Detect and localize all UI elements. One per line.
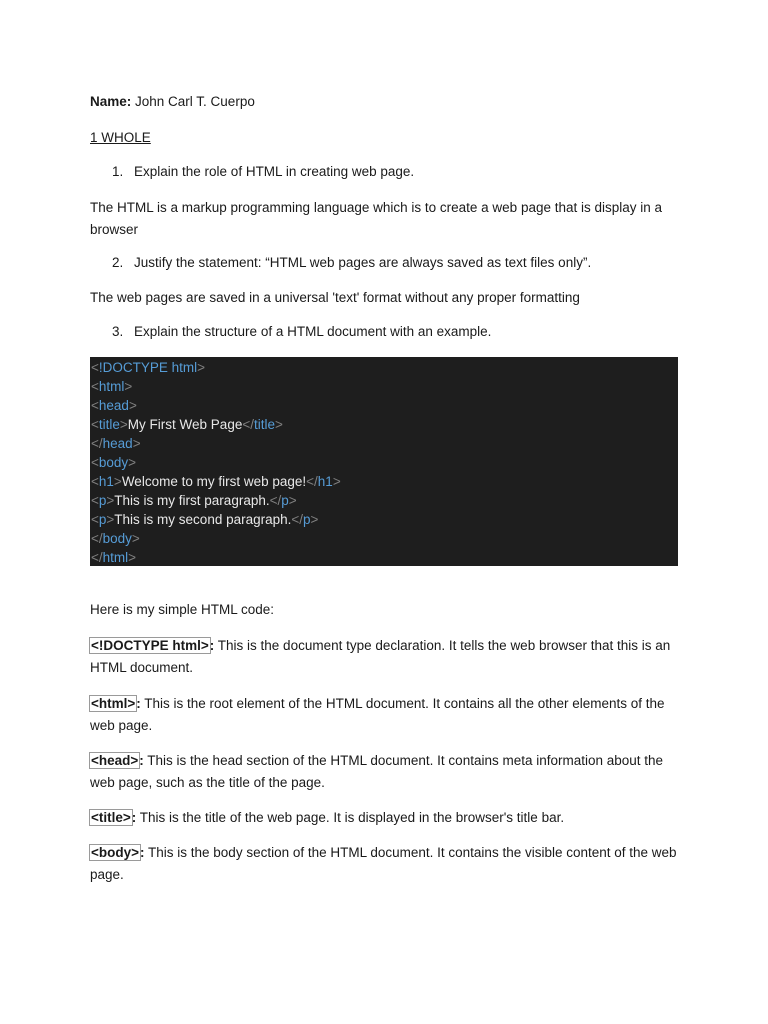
code-tag: html xyxy=(98,379,125,394)
code-line xyxy=(90,396,678,415)
code-bracket: </ xyxy=(269,493,282,508)
tag-colon: : xyxy=(139,753,144,768)
code-line xyxy=(90,548,678,567)
code-line xyxy=(90,434,678,453)
code-line xyxy=(90,472,678,491)
code-line xyxy=(90,415,678,434)
question-text: Justify the statement: “HTML web pages are always saved as text files only”. xyxy=(134,255,592,270)
code-bracket: < xyxy=(91,474,99,489)
question-number: 2. xyxy=(112,255,124,270)
tag-label: <!DOCTYPE html> xyxy=(91,638,209,653)
code-tag: title xyxy=(98,417,120,432)
code-bracket: > xyxy=(197,360,206,375)
code-bracket: > xyxy=(119,417,128,432)
explanation-title xyxy=(90,807,680,829)
explanation-doctype xyxy=(90,635,680,679)
code-tag: p xyxy=(98,493,107,508)
code-bracket: < xyxy=(91,360,99,375)
name-value: John Carl T. Cuerpo xyxy=(131,94,255,109)
tag-description: This is the title of the web page. It is displayed in the browser's title bar. xyxy=(136,810,565,825)
question-text: Explain the structure of a HTML document with an example. xyxy=(134,324,492,339)
code-bracket: </ xyxy=(91,436,103,451)
code-bracket: > xyxy=(128,398,137,413)
code-bracket: < xyxy=(91,417,99,432)
code-bracket: > xyxy=(113,474,122,489)
code-text: My First Web Page xyxy=(127,417,243,432)
code-bracket: </ xyxy=(91,550,103,565)
explanation-intro: Here is my simple HTML code: xyxy=(90,602,275,617)
code-bracket: </ xyxy=(242,417,254,432)
code-tag: h1 xyxy=(98,474,114,489)
answer-1: The HTML is a markup programming language which is to create a web page that is display in a browser xyxy=(90,200,663,237)
code-tag: p xyxy=(281,493,289,508)
tag-description: This is the head section of the HTML document. It contains meta information about the web page, such as the title of the page. xyxy=(90,753,664,790)
tag-colon: : xyxy=(209,638,215,653)
code-bracket: </ xyxy=(306,474,318,489)
code-tag: p xyxy=(98,512,107,527)
question-3 xyxy=(112,324,491,339)
code-bracket: < xyxy=(91,512,99,527)
code-tag: h1 xyxy=(317,474,333,489)
code-line xyxy=(90,453,678,472)
code-bracket: > xyxy=(106,493,115,508)
explanation-body xyxy=(90,842,680,886)
code-bracket: > xyxy=(288,493,297,508)
section-title xyxy=(90,130,151,145)
code-line xyxy=(90,529,678,548)
code-text: This is my first paragraph. xyxy=(114,493,270,508)
code-bracket: < xyxy=(91,398,99,413)
code-tag: head xyxy=(98,398,129,413)
name-line xyxy=(90,94,255,109)
question-1 xyxy=(112,164,414,179)
code-bracket: > xyxy=(131,531,140,546)
code-bracket: < xyxy=(91,493,99,508)
tag-colon: : xyxy=(131,810,137,825)
tag-colon: : xyxy=(136,696,141,711)
question-2 xyxy=(112,255,591,270)
code-line xyxy=(90,358,678,377)
code-tag: html xyxy=(102,550,129,565)
code-text: Welcome to my first web page! xyxy=(121,474,307,489)
explanation-html xyxy=(90,693,680,737)
tag-label: <body> xyxy=(91,845,140,860)
code-bracket: > xyxy=(106,512,115,527)
tag-label: <head> xyxy=(91,753,139,768)
tag-description: This is the body section of the HTML document. It contains the visible content of the web page. xyxy=(90,845,677,882)
name-label: Name: xyxy=(90,94,132,109)
code-bracket: < xyxy=(91,455,99,470)
tag-colon: : xyxy=(140,845,145,860)
tag-description: This is the document type declaration. It tells the web browser that this is an HTML document. xyxy=(90,638,671,675)
code-bracket: > xyxy=(128,455,137,470)
code-bracket: </ xyxy=(291,512,304,527)
tag-label: <html> xyxy=(91,696,136,711)
code-tag: body xyxy=(98,455,129,470)
code-bracket: > xyxy=(132,436,141,451)
question-number: 1. xyxy=(112,164,124,179)
code-line xyxy=(90,377,678,396)
code-attr: html xyxy=(167,360,198,375)
code-bracket: > xyxy=(124,379,133,394)
code-bracket: < xyxy=(91,379,99,394)
tag-description: This is the root element of the HTML document. It contains all the other elements of the web page. xyxy=(90,696,665,733)
section-title-text: 1 WHOLE xyxy=(90,130,151,145)
code-line xyxy=(90,491,678,510)
code-line xyxy=(90,510,678,529)
code-bracket: > xyxy=(275,417,283,432)
code-bracket: </ xyxy=(91,531,103,546)
code-tag: head xyxy=(102,436,133,451)
answer-2: The web pages are saved in a universal 'text' format without any proper formatting xyxy=(90,290,580,305)
question-text: Explain the role of HTML in creating web page. xyxy=(134,164,415,179)
tag-label: <title> xyxy=(91,810,131,825)
code-tag: p xyxy=(303,512,311,527)
question-number: 3. xyxy=(112,324,124,339)
code-text: This is my second paragraph. xyxy=(114,512,292,527)
code-bracket: > xyxy=(332,474,341,489)
code-block xyxy=(90,357,678,566)
code-tag: !DOCTYPE xyxy=(98,360,168,375)
code-tag: body xyxy=(102,531,132,546)
code-tag: title xyxy=(253,417,275,432)
code-bracket: > xyxy=(310,512,319,527)
code-bracket: > xyxy=(128,550,137,565)
explanation-head xyxy=(90,750,680,794)
